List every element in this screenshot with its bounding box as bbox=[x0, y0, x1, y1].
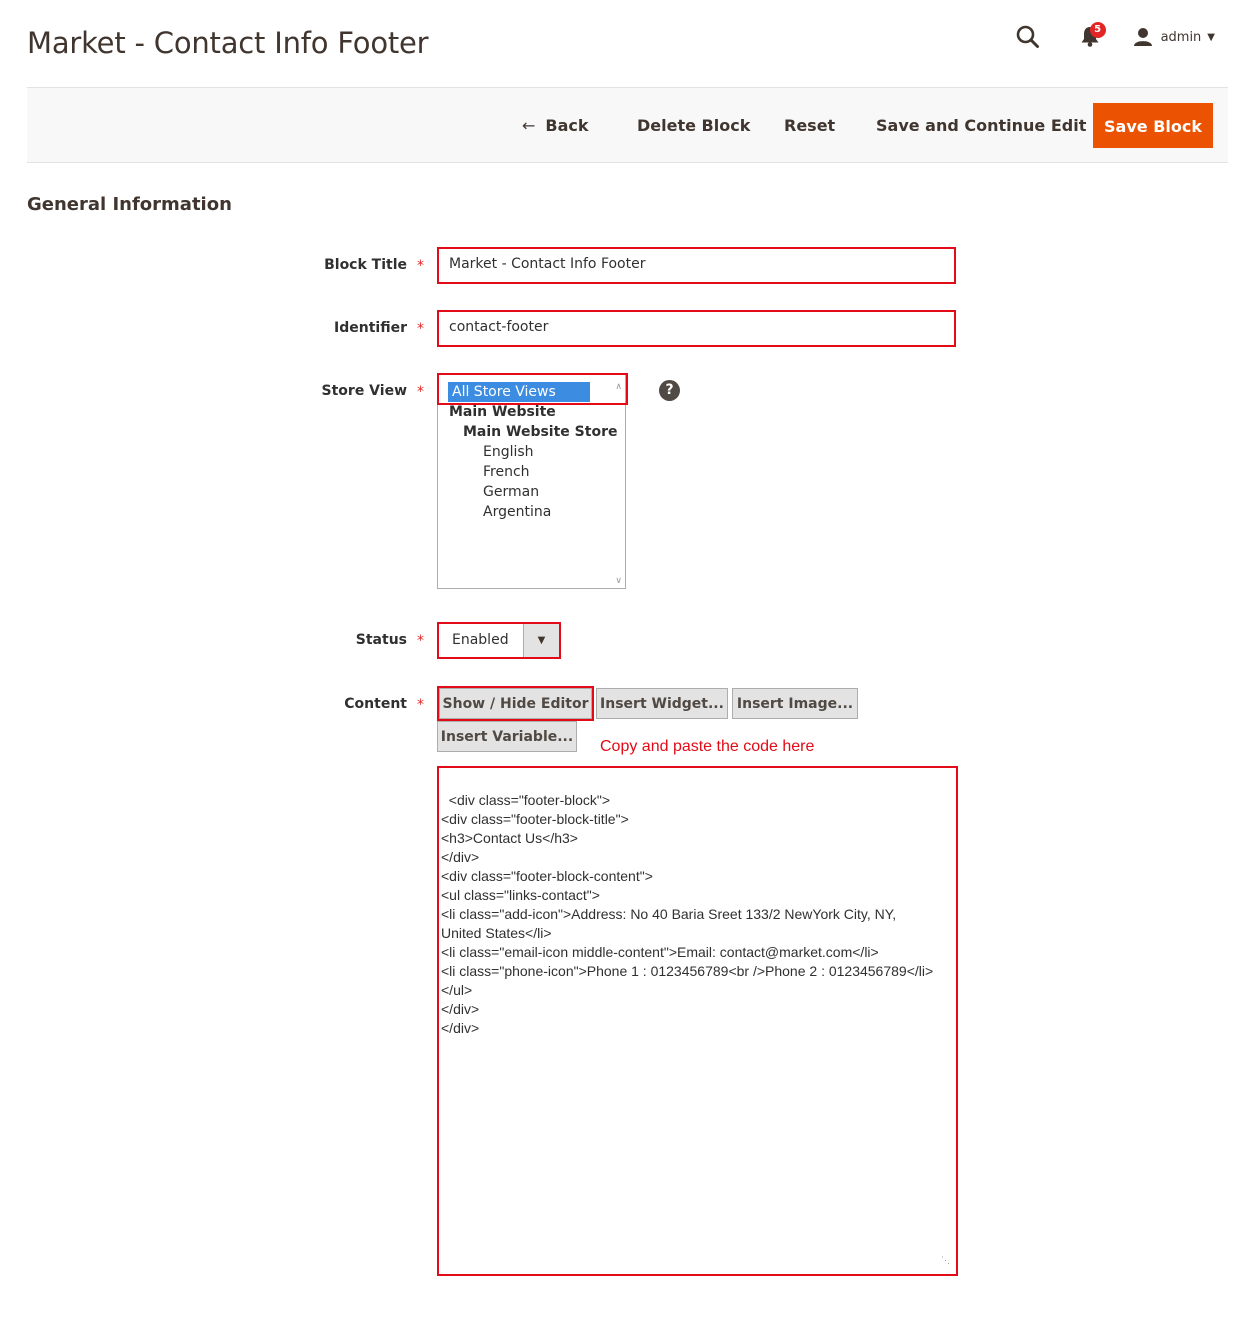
header-actions bbox=[1015, 24, 1215, 50]
show-hide-editor-button[interactable]: Show / Hide Editor bbox=[439, 688, 592, 719]
content-textarea[interactable] bbox=[437, 766, 958, 1276]
back-button[interactable] bbox=[522, 103, 589, 148]
content-label: Content bbox=[344, 696, 407, 712]
dropdown-arrow-icon: ▼ bbox=[523, 624, 559, 657]
save-block-button[interactable]: Save Block bbox=[1093, 103, 1213, 148]
insert-variable-button[interactable]: Insert Variable... bbox=[437, 721, 577, 752]
reset-button[interactable]: Reset bbox=[784, 116, 836, 135]
store-view-option[interactable]: French bbox=[483, 464, 530, 480]
store-view-option[interactable]: German bbox=[483, 484, 540, 500]
page-title: Market - Contact Info Footer bbox=[27, 26, 429, 60]
required-marker: * bbox=[417, 697, 424, 713]
arrow-left-icon: ← bbox=[522, 116, 536, 135]
status-selected-value: Enabled bbox=[452, 632, 509, 648]
admin-user-menu[interactable] bbox=[1133, 27, 1215, 47]
store-view-option[interactable]: Argentina bbox=[483, 504, 552, 520]
help-icon[interactable]: ? bbox=[659, 380, 680, 401]
content-code: <div class="footer-block"> <div class="footer-block-title"> <h3>Contact Us</h3> </div> <div class="footer-block-content"> <ul class="links-contact"> <li class="add-icon">Address: No 40 Baria Sreet 133/2 NewYork City, NY, United States</li> <li class="email-icon middle-content">Email: contact@market.com</li> <li class="phone-icon">Phone 1 : 0123456789<br />Phone 2 : 0123456789</li> </ul> </div> </div> bbox=[441, 792, 934, 1036]
store-view-group-store: Main Website Store bbox=[463, 424, 618, 440]
notifications-button[interactable] bbox=[1079, 24, 1103, 50]
insert-widget-button[interactable]: Insert Widget... bbox=[596, 688, 728, 719]
highlight-box bbox=[437, 373, 628, 405]
block-title-label: Block Title bbox=[324, 257, 407, 273]
resize-handle-icon[interactable]: ⋱ bbox=[941, 1255, 950, 1265]
scroll-up-icon[interactable]: ∧ bbox=[615, 382, 622, 392]
search-icon[interactable] bbox=[1015, 24, 1041, 50]
status-select[interactable] bbox=[439, 624, 559, 657]
section-title: General Information bbox=[27, 194, 232, 215]
save-and-continue-button[interactable]: Save and Continue Edit bbox=[876, 116, 1087, 135]
required-marker: * bbox=[417, 258, 424, 274]
highlight-box bbox=[437, 686, 594, 721]
store-view-label: Store View bbox=[321, 383, 407, 399]
annotation-note: Copy and paste the code here bbox=[600, 738, 815, 755]
chevron-down-icon: ▼ bbox=[1207, 31, 1215, 43]
required-marker: * bbox=[417, 384, 424, 400]
admin-username: admin bbox=[1160, 29, 1202, 45]
required-marker: * bbox=[417, 633, 424, 649]
status-label: Status bbox=[355, 632, 407, 648]
store-view-option-all[interactable]: All Store Views bbox=[448, 382, 590, 402]
notification-count-badge: 5 bbox=[1090, 22, 1106, 38]
delete-block-button[interactable]: Delete Block bbox=[637, 116, 751, 135]
back-label: Back bbox=[545, 116, 589, 135]
user-icon bbox=[1133, 27, 1153, 47]
insert-image-button[interactable]: Insert Image... bbox=[732, 688, 858, 719]
required-marker: * bbox=[417, 321, 424, 337]
store-view-option[interactable]: English bbox=[483, 444, 534, 460]
store-view-group-website: Main Website bbox=[449, 404, 556, 420]
identifier-input[interactable]: contact-footer bbox=[439, 312, 954, 345]
scroll-down-icon[interactable]: ∨ bbox=[615, 576, 622, 586]
store-view-multiselect[interactable] bbox=[437, 373, 626, 589]
block-title-input[interactable]: Market - Contact Info Footer bbox=[439, 249, 954, 282]
identifier-label: Identifier bbox=[334, 320, 407, 336]
page-actions-toolbar bbox=[27, 87, 1228, 163]
